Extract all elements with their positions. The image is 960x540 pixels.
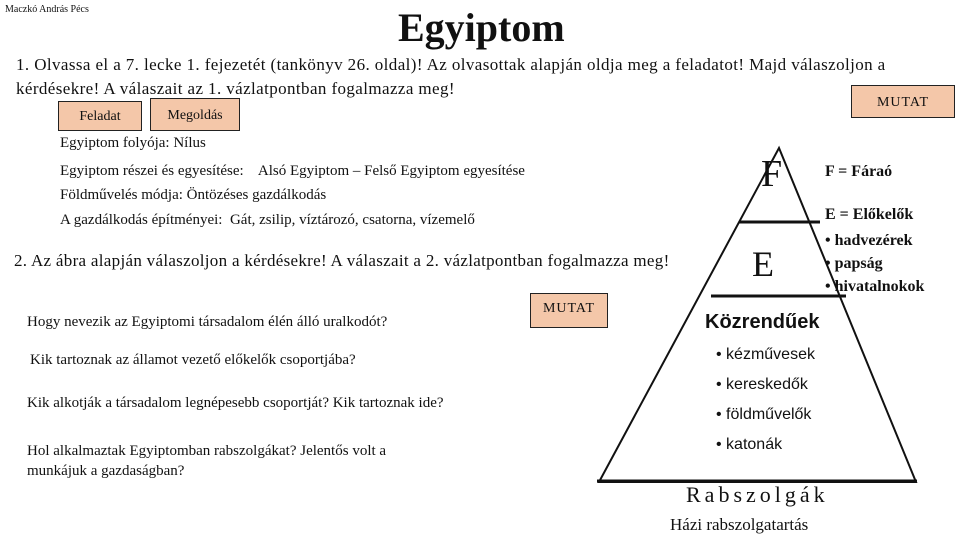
list-item: • katonák — [716, 436, 783, 453]
list-item: • kézművesek — [716, 346, 815, 363]
author-credit: Maczkó András Pécs — [5, 4, 89, 15]
list-item: • földművelők — [716, 406, 812, 423]
question-3: Kik alkotják a társadalom legnépesebb csoportját? Kik tartoznak ide? — [27, 395, 444, 411]
list-item: • kereskedők — [716, 376, 808, 393]
nobles-list — [825, 229, 924, 298]
fact-value: Öntözéses gazdálkodás — [186, 187, 327, 203]
commoners-list — [716, 346, 815, 466]
nobles-legend-title: E = Előkelők — [825, 206, 914, 223]
domestic-slavery-label: Házi rabszolgatartás — [670, 515, 809, 534]
question-1: Hogy nevezik az Egyiptomi társadalom élén álló uralkodót? — [27, 314, 388, 330]
fact-label: Egyiptom részei és egyesítése: — [60, 163, 244, 179]
task-tab-button[interactable]: Feladat — [58, 101, 142, 131]
question-2: Kik tartoznak az államot vezető előkelők csoportjába? — [30, 352, 356, 368]
solution-tab-button[interactable]: Megoldás — [150, 98, 240, 131]
commoners-title: Közrendűek — [705, 311, 820, 333]
fact-value: Gát, zsilip, víztározó, csatorna, vízemelő — [229, 212, 475, 228]
fact-value: Alsó Egyiptom – Felső Egyiptom egyesítése — [257, 163, 525, 179]
fact-label: Földművelés módja: — [60, 187, 183, 203]
list-item: • papság — [825, 255, 883, 272]
question-4: Hol alkalmaztak Egyiptomban rabszolgákat? Jelentős volt a munkájuk a gazdaságban? — [27, 443, 387, 479]
list-item: • hadvezérek — [825, 232, 913, 249]
fact-label: A gazdálkodás építményei: — [60, 212, 223, 228]
show-button-task1[interactable]: MUTAT — [851, 85, 955, 118]
pharaoh-letter: F — [761, 153, 783, 195]
list-item: • hivatalnokok — [825, 278, 925, 295]
page-title: Egyiptom — [398, 5, 565, 50]
pharaoh-legend: F = Fáraó — [825, 163, 893, 180]
show-button-task2[interactable]: MUTAT — [530, 293, 608, 328]
fact-value: Nílus — [173, 135, 206, 151]
nobles-letter: E — [752, 244, 774, 284]
task1-instructions: 1. Olvassa el a 7. lecke 1. fejezetét (tankönyv 26. oldal)! Az olvasottak alapján oldja meg a feladatot! Majd válaszoljon a kérdésekre! A válaszait az 1. vázlatpontban fogalmazza meg! — [16, 55, 886, 98]
slaves-title: Rabszolgák — [686, 482, 829, 507]
fact-label: Egyiptom folyója: — [60, 135, 170, 151]
task2-instructions: 2. Az ábra alapján válaszoljon a kérdésekre! A válaszait a 2. vázlatpontban fogalmazza meg! — [14, 251, 670, 270]
